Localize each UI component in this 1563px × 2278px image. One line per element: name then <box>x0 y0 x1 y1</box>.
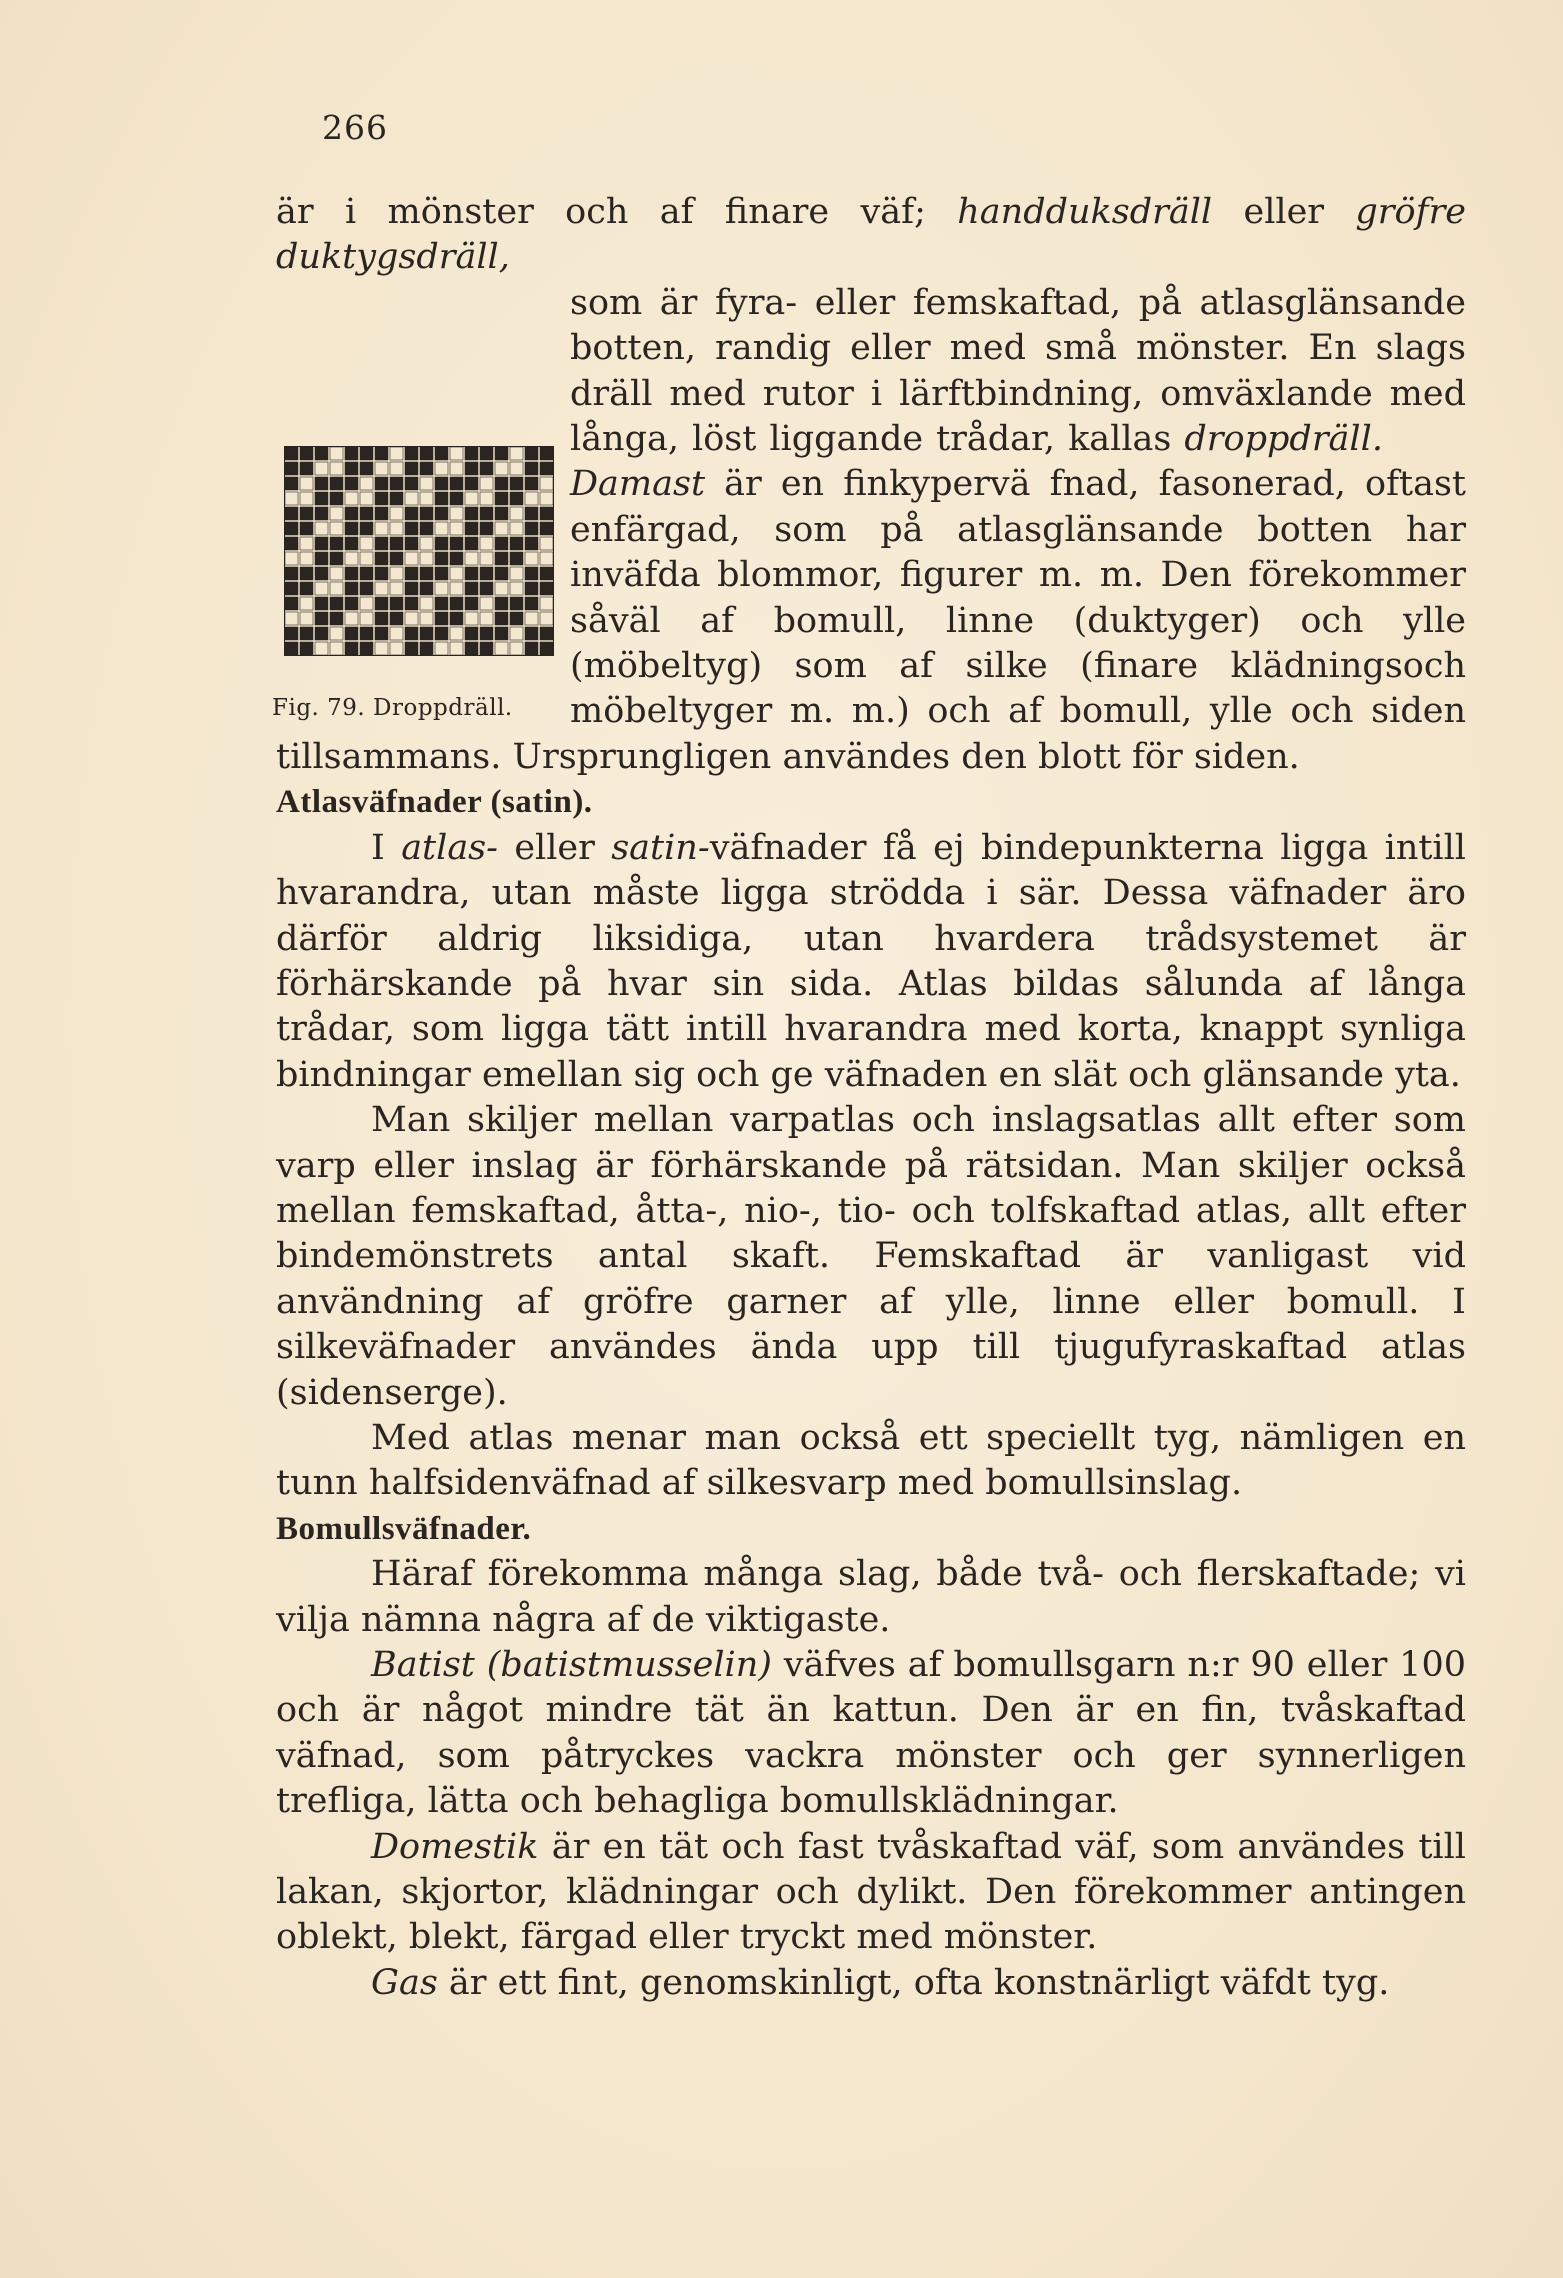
weave-cell <box>405 492 418 505</box>
weave-cell <box>315 477 328 490</box>
weave-cell <box>390 492 403 505</box>
weave-cell <box>435 477 448 490</box>
weave-cell <box>525 627 538 640</box>
weave-cell <box>540 642 553 655</box>
term-atlas: atlas- <box>401 827 498 868</box>
weave-cell <box>300 612 313 625</box>
weave-cell <box>285 477 298 490</box>
weave-cell <box>510 447 523 460</box>
body-text <box>272 190 1467 2006</box>
weave-cell <box>300 477 313 490</box>
weave-cell <box>345 537 358 550</box>
weave-cell <box>375 492 388 505</box>
weave-cell <box>540 447 553 460</box>
weave-cell <box>315 597 328 610</box>
text-run: är en finkypervä fnad, fasonerad, oftast enfärgad, som på atlasglänsande botten har inväfda blommor, figurer m. m. Den förekommer såväl af bomull, linne (duktyger) och ylle (möbeltyg) som af silke (finare klädningsoch möbeltyger m. m.) och af bomull, ylle och siden tillsammans. Ursprungligen användes den blott för siden. <box>276 464 1466 777</box>
weave-cell <box>285 627 298 640</box>
weave-cell <box>285 492 298 505</box>
weave-cell <box>330 447 343 460</box>
weave-cell <box>465 642 478 655</box>
weave-cell <box>315 522 328 535</box>
weave-cell <box>540 612 553 625</box>
weave-cell <box>420 537 433 550</box>
weave-cell <box>330 477 343 490</box>
weave-cell <box>510 597 523 610</box>
weave-cell <box>300 537 313 550</box>
weave-cell <box>405 642 418 655</box>
weave-cell <box>345 642 358 655</box>
weave-cell <box>345 582 358 595</box>
weave-cell <box>300 507 313 520</box>
weave-cell <box>525 642 538 655</box>
weave-cell <box>390 447 403 460</box>
weave-cell <box>405 597 418 610</box>
weave-cell <box>465 477 478 490</box>
weave-cell <box>345 462 358 475</box>
weave-cell <box>405 477 418 490</box>
droppdrall-weave-diagram <box>284 446 554 656</box>
weave-cell <box>345 492 358 505</box>
weave-cell <box>510 582 523 595</box>
weave-cell <box>390 642 403 655</box>
weave-cell <box>360 462 373 475</box>
paragraph-bomull-1: Häraf förekomma många slag, både två- och flerskaftade; vi vilja nämna några af de viktigaste. <box>276 1554 1466 1640</box>
weave-cell <box>375 597 388 610</box>
weave-cell <box>390 522 403 535</box>
text-run: är i mönster och af finare väf; <box>276 192 958 232</box>
paragraph-domestik <box>276 1825 1466 1961</box>
weave-cell <box>420 507 433 520</box>
weave-cell <box>345 522 358 535</box>
weave-cell <box>330 522 343 535</box>
weave-cell <box>465 552 478 565</box>
weave-cell <box>315 567 328 580</box>
weave-cell <box>525 492 538 505</box>
weave-cell <box>330 552 343 565</box>
weave-cell <box>405 582 418 595</box>
weave-cell <box>375 477 388 490</box>
weave-cell <box>390 552 403 565</box>
weave-cell <box>465 447 478 460</box>
weave-cell <box>285 642 298 655</box>
weave-cell <box>330 627 343 640</box>
weave-cell <box>345 627 358 640</box>
weave-cell <box>540 477 553 490</box>
weave-cell <box>420 522 433 535</box>
weave-cell <box>495 447 508 460</box>
weave-cell <box>300 462 313 475</box>
weave-cell <box>315 582 328 595</box>
weave-cell <box>480 552 493 565</box>
paragraph-batist <box>276 1643 1466 1825</box>
weave-cell <box>435 537 448 550</box>
weave-cell <box>375 447 388 460</box>
weave-cell <box>465 522 478 535</box>
text-run: väfnader få ej bindepunkterna ligga intill hvarandra, utan måste ligga strödda i sär. Dessa väfnader äro därför aldrig liksidiga, utan hvardera trådsystemet är förhärskande på hvar sin sida. Atlas bildas sålunda af långa trådar, som ligga tätt intill hvarandra med korta, knappt synliga bindningar emellan sig och ge väfnaden en slät och glänsande yta. <box>276 827 1467 1095</box>
weave-cell <box>510 522 523 535</box>
weave-cell <box>390 462 403 475</box>
weave-cell <box>435 492 448 505</box>
weave-cell <box>375 507 388 520</box>
weave-cell <box>495 582 508 595</box>
weave-cell <box>375 537 388 550</box>
weave-cell <box>465 627 478 640</box>
heading-bomull: Bomullsväfnader. <box>276 1510 532 1547</box>
weave-cell <box>525 522 538 535</box>
weave-cell <box>315 612 328 625</box>
weave-cell <box>420 567 433 580</box>
weave-cell <box>465 507 478 520</box>
weave-cell <box>315 507 328 520</box>
term-damast: Damast <box>570 464 706 505</box>
weave-cell <box>420 447 433 460</box>
weave-cell <box>405 522 418 535</box>
paragraph-atlas-3: Med atlas menar man också ett speciellt tyg, nämligen en tunn halfsidenväfnad af silkesvarp med bomullsinslag. <box>276 1417 1466 1504</box>
weave-cell <box>375 582 388 595</box>
weave-cell <box>510 462 523 475</box>
weave-cell <box>480 627 493 640</box>
weave-cell <box>480 477 493 490</box>
weave-cell <box>330 582 343 595</box>
weave-cell <box>450 567 463 580</box>
weave-cell <box>510 477 523 490</box>
weave-cell <box>525 552 538 565</box>
weave-cell <box>330 567 343 580</box>
term-gröfre-duktygsdrall: gröfre duktygsdräll, <box>276 192 1467 278</box>
text-run: eller <box>497 827 612 868</box>
term-gas: Gas <box>371 1962 438 2003</box>
weave-cell <box>285 612 298 625</box>
weave-cell <box>375 462 388 475</box>
text-run: som är fyra- eller femskaftad, på atlasglänsande botten, randig eller med små mönster. En slags dräll med rutor i lärftbindning, omväxlande med långa, löst liggande trådar, kallas <box>570 282 1466 460</box>
weave-cell <box>360 507 373 520</box>
weave-cell <box>495 507 508 520</box>
weave-cell <box>390 597 403 610</box>
weave-cell <box>540 627 553 640</box>
weave-cell <box>510 612 523 625</box>
figure-79 <box>272 281 562 733</box>
weave-cell <box>390 567 403 580</box>
weave-cell <box>480 522 493 535</box>
weave-cell <box>525 447 538 460</box>
weave-cell <box>420 462 433 475</box>
weave-cell <box>315 492 328 505</box>
term-batist: Batist (batistmusselin) <box>371 1645 772 1685</box>
weave-cell <box>435 522 448 535</box>
weave-cell <box>345 447 358 460</box>
weave-cell <box>300 522 313 535</box>
weave-cell <box>510 642 523 655</box>
weave-cell <box>540 597 553 610</box>
weave-cell <box>390 582 403 595</box>
weave-cell <box>360 447 373 460</box>
weave-cell <box>360 477 373 490</box>
weave-cell <box>495 612 508 625</box>
weave-cell <box>480 462 493 475</box>
weave-cell <box>360 597 373 610</box>
weave-cell <box>330 507 343 520</box>
weave-cell <box>495 537 508 550</box>
text-run: eller <box>1212 192 1356 232</box>
weave-cell <box>480 567 493 580</box>
weave-cell <box>345 597 358 610</box>
weave-cell <box>510 627 523 640</box>
weave-cell <box>495 642 508 655</box>
text-run: I <box>371 827 402 868</box>
weave-cell <box>345 612 358 625</box>
weave-cell <box>345 477 358 490</box>
weave-cell <box>420 597 433 610</box>
weave-cell <box>480 507 493 520</box>
text-run: väfves af bomullsgarn n:r 90 eller 100 och är något mindre tät än kattun. Den är en fin, tvåskaftad väfnad, som påtryckes vackra mönster och ger synnerligen trefliga, lätta och behagliga bomullsklädningar. <box>276 1645 1466 1822</box>
weave-cell <box>465 567 478 580</box>
weave-cell <box>495 522 508 535</box>
heading-atlas: Atlasväfnader (satin). <box>276 784 593 821</box>
weave-cell <box>345 552 358 565</box>
weave-cell <box>540 567 553 580</box>
weave-cell <box>540 582 553 595</box>
weave-cell <box>315 537 328 550</box>
weave-cell <box>510 552 523 565</box>
weave-cell <box>360 567 373 580</box>
text-run: är ett fint, genomskinligt, ofta konstnärligt väfdt tyg. <box>437 1962 1390 2003</box>
weave-cell <box>375 627 388 640</box>
weave-cell <box>435 462 448 475</box>
weave-cell <box>285 507 298 520</box>
weave-cell <box>540 462 553 475</box>
weave-cell <box>510 507 523 520</box>
weave-cell <box>405 567 418 580</box>
weave-cell <box>330 462 343 475</box>
weave-cell <box>450 597 463 610</box>
weave-cell <box>285 597 298 610</box>
weave-cell <box>465 537 478 550</box>
weave-cell <box>435 582 448 595</box>
weave-cell <box>405 537 418 550</box>
weave-cell <box>540 492 553 505</box>
weave-cell <box>435 612 448 625</box>
weave-cell <box>285 522 298 535</box>
weave-cell <box>330 597 343 610</box>
weave-cell <box>405 552 418 565</box>
weave-cell <box>450 447 463 460</box>
weave-cell <box>495 492 508 505</box>
weave-cell <box>540 507 553 520</box>
weave-cell <box>300 567 313 580</box>
weave-cell <box>330 642 343 655</box>
weave-cell <box>375 612 388 625</box>
weave-cell <box>285 537 298 550</box>
weave-cell <box>315 642 328 655</box>
weave-cell <box>525 507 538 520</box>
weave-cell <box>375 567 388 580</box>
weave-cell <box>390 612 403 625</box>
weave-cell <box>375 522 388 535</box>
weave-cell <box>405 447 418 460</box>
term-domestik: Domestik <box>371 1826 539 1867</box>
weave-cell <box>420 642 433 655</box>
weave-cell <box>435 447 448 460</box>
weave-cell <box>300 582 313 595</box>
weave-cell <box>435 642 448 655</box>
weave-cell <box>405 612 418 625</box>
paragraph-atlas-2: Man skiljer mellan varpatlas och inslagsatlas allt efter som varp eller inslag är förhärskande på rätsidan. Man skiljer också mellan femskaftad, åtta-, nio-, tio- och tolfskaftad atlas, allt efter bindemönstrets antal skaft. Femskaftad är vanligast vid användning af gröfre garner af ylle, linne eller bomull. I silkeväfnader användes ända upp till tjugufyraskaftad atlas (sidenserge). <box>276 1100 1466 1413</box>
weave-cell <box>525 597 538 610</box>
weave-cell <box>405 627 418 640</box>
paragraph-atlas-1 <box>276 826 1466 1098</box>
weave-cell <box>405 507 418 520</box>
weave-cell <box>345 507 358 520</box>
weave-cell <box>480 612 493 625</box>
weave-cell <box>330 612 343 625</box>
weave-cell <box>285 552 298 565</box>
weave-cell <box>330 492 343 505</box>
weave-cell <box>540 537 553 550</box>
weave-cell <box>390 627 403 640</box>
weave-cell <box>360 627 373 640</box>
weave-cell <box>510 492 523 505</box>
weave-cell <box>285 567 298 580</box>
weave-cell <box>435 552 448 565</box>
weave-cell <box>360 522 373 535</box>
weave-cell <box>495 552 508 565</box>
weave-cell <box>390 507 403 520</box>
first-line <box>276 190 1466 281</box>
weave-cell <box>450 537 463 550</box>
weave-cell <box>450 612 463 625</box>
weave-cell <box>495 567 508 580</box>
weave-cell <box>540 552 553 565</box>
weave-cell <box>525 612 538 625</box>
weave-cell <box>525 462 538 475</box>
weave-cell <box>285 462 298 475</box>
weave-cell <box>450 582 463 595</box>
weave-cell <box>465 492 478 505</box>
weave-cell <box>360 582 373 595</box>
weave-cell <box>450 477 463 490</box>
weave-cell <box>390 477 403 490</box>
weave-cell <box>525 582 538 595</box>
weave-cell <box>465 612 478 625</box>
page-number: 266 <box>322 108 388 147</box>
weave-cell <box>480 582 493 595</box>
weave-cell <box>285 447 298 460</box>
weave-cell <box>330 537 343 550</box>
weave-cell <box>450 642 463 655</box>
weave-cell <box>465 462 478 475</box>
weave-cell <box>360 492 373 505</box>
weave-cell <box>450 522 463 535</box>
figure-caption: Fig. 79. Droppdräll. <box>272 694 513 721</box>
weave-cell <box>315 462 328 475</box>
weave-cell <box>480 447 493 460</box>
weave-cell <box>375 642 388 655</box>
weave-cell <box>435 507 448 520</box>
weave-cell <box>450 492 463 505</box>
weave-cell <box>345 567 358 580</box>
weave-cell <box>450 462 463 475</box>
weave-cell <box>420 492 433 505</box>
weave-cell <box>360 552 373 565</box>
weave-cell <box>495 627 508 640</box>
weave-cell <box>405 462 418 475</box>
text-run: är en tät och fast tvåskaftad väf, som användes till lakan, skjortor, klädningar och dylikt. Den förekommer antingen oblekt, blekt, färgad eller tryckt med mönster. <box>276 1826 1466 1958</box>
weave-cell <box>360 642 373 655</box>
weave-cell <box>300 552 313 565</box>
weave-cell <box>420 612 433 625</box>
weave-cell <box>300 492 313 505</box>
weave-cell <box>435 597 448 610</box>
weave-cell <box>420 627 433 640</box>
term-droppdrall: droppdräll. <box>1184 419 1383 460</box>
weave-cell <box>540 522 553 535</box>
weave-cell <box>420 552 433 565</box>
weave-cell <box>300 597 313 610</box>
weave-cell <box>510 537 523 550</box>
weave-cell <box>480 537 493 550</box>
weave-cell <box>315 552 328 565</box>
weave-cell <box>420 477 433 490</box>
weave-cell <box>285 582 298 595</box>
term-satin: satin- <box>611 827 710 868</box>
paragraph-gas <box>276 1961 1466 2006</box>
weave-cell <box>465 582 478 595</box>
weave-cell <box>315 447 328 460</box>
weave-cell <box>435 567 448 580</box>
weave-cell <box>450 552 463 565</box>
weave-cell <box>360 612 373 625</box>
weave-cell <box>510 567 523 580</box>
weave-cell <box>495 462 508 475</box>
weave-cell <box>300 627 313 640</box>
weave-cell <box>300 447 313 460</box>
weave-cell <box>360 537 373 550</box>
weave-cell <box>525 567 538 580</box>
weave-cell <box>300 642 313 655</box>
weave-cell <box>450 507 463 520</box>
term-handduksdrall: handduksdräll <box>957 192 1213 232</box>
weave-cell <box>465 597 478 610</box>
weave-cell <box>315 627 328 640</box>
weave-cell <box>420 582 433 595</box>
weave-cell <box>480 597 493 610</box>
weave-cell <box>525 537 538 550</box>
weave-cell <box>480 492 493 505</box>
weave-cell <box>450 627 463 640</box>
weave-cell <box>495 477 508 490</box>
paragraph-drall <box>272 190 1467 780</box>
weave-cell <box>525 477 538 490</box>
weave-cell <box>390 537 403 550</box>
weave-cell <box>375 552 388 565</box>
weave-cell <box>435 627 448 640</box>
weave-cell <box>480 642 493 655</box>
weave-cell <box>495 597 508 610</box>
